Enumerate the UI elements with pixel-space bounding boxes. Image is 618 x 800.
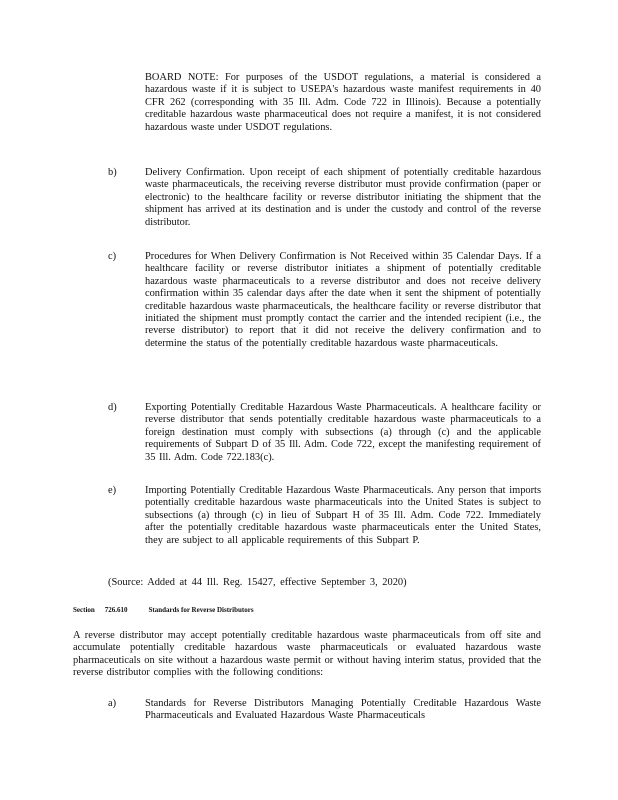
subsection-text: Exporting Potentially Creditable Hazardous Waste Pharmaceuticals. A healthcare facility or reverse distributor that sends potentially creditable hazardous waste pharmaceuticals to a foreign destination must comply with subsections (a) through (c) and the applicable requirements of Subpart D of 35 Ill. Adm. Code 722, except the manifesting requirement of 35 Ill. Adm. Code 722.183(c). (145, 402, 541, 463)
subsection-label: c) (108, 251, 117, 262)
section-label: Section (73, 606, 95, 614)
section-title: Standards for Reverse Distributors (148, 606, 254, 614)
section-heading (73, 606, 254, 615)
subsection-label: b) (108, 167, 117, 178)
subsection-label: e) (108, 485, 117, 496)
source-note: (Source: Added at 44 Ill. Reg. 15427, effective September 3, 2020) (108, 577, 407, 588)
subsection-text: Procedures for When Delivery Confirmation is Not Received within 35 Calendar Days. If a healthcare facility or reverse distributor initiates a shipment of potentially creditable hazardous waste pharmaceuticals to a reverse distributor and does not receive delivery confirmation within 35 calendar days after the date when it sent the shipment of potentially creditable hazardous waste pharmaceuticals, the healthcare facility or reverse distributor that initiated the shipment must promptly contact the carrier and the intended recipient (i.e., the reverse distributor) to report that it did not receive the delivery confirmation and to determine the status of the potentially creditable hazardous waste pharmaceuticals. (145, 251, 541, 349)
section-number: 726.610 (104, 606, 128, 614)
subsection-label: d) (108, 402, 117, 413)
subsection-label: a) (108, 698, 117, 709)
subsection-text: Standards for Reverse Distributors Managing Potentially Creditable Hazardous Waste Pharmaceuticals and Evaluated Hazardous Waste Pharmaceuticals (145, 698, 541, 722)
board-note: BOARD NOTE: For purposes of the USDOT regulations, a material is considered a hazardous waste if it is subject to USEPA's hazardous waste manifest requirements in 40 CFR 262 (corresponding with 35 Ill. Adm. Code 722 in Illinois). Because a potentially creditable hazardous waste pharmaceutical does not require a manifest, it is not considered hazardous waste under USDOT regulations. (145, 72, 541, 133)
subsection-text: Importing Potentially Creditable Hazardous Waste Pharmaceuticals. Any person that imports potentially creditable hazardous waste pharmaceuticals into the United States is subject to subsections (a) through (c) in lieu of Subpart H of 35 Ill. Adm. Code 722. Immediately after the potentially creditable hazardous waste pharmaceuticals enter the United States, they are subject to all applicable requirements of this Subpart P. (145, 485, 541, 546)
subsection-text: Delivery Confirmation. Upon receipt of each shipment of potentially creditable hazardous waste pharmaceuticals, the receiving reverse distributor must provide confirmation (paper or electronic) to the healthcare facility or reverse distributor initiating the shipment that the shipment has arrived at its destination and is under the custody and control of the reverse distributor. (145, 167, 541, 228)
section-intro: A reverse distributor may accept potentially creditable hazardous waste pharmaceuticals from off site and accumulate potentially creditable hazardous waste pharmaceuticals or evaluated hazardous waste pharmaceuticals on site without a hazardous waste permit or without having interim status, provided that the reverse distributor complies with the following conditions: (73, 630, 541, 679)
